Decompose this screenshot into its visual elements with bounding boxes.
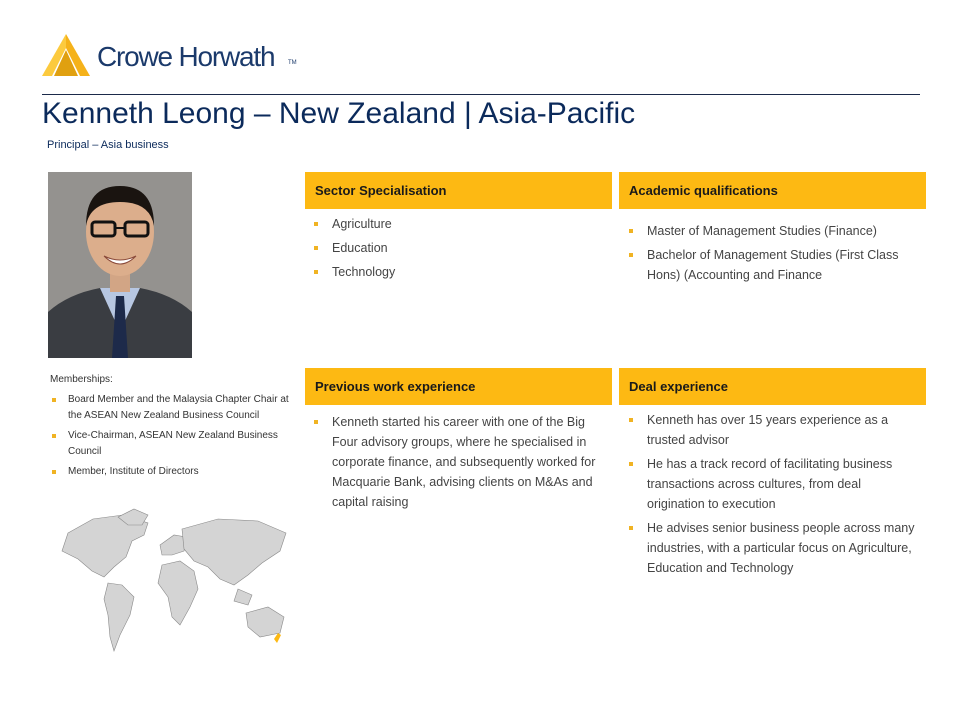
memberships-label: Memberships: bbox=[50, 374, 113, 385]
sector-list bbox=[314, 214, 606, 286]
previous-work-header: Previous work experience bbox=[305, 368, 612, 405]
deal-item: He advises senior business people across many industries, with a particular focus on Agriculture, Education and Technology bbox=[629, 518, 919, 578]
work-list bbox=[314, 412, 606, 516]
academic-item: Bachelor of Management Studies (First Class Hons) (Accounting and Finance bbox=[629, 245, 919, 285]
crowe-horwath-logo bbox=[42, 34, 302, 80]
deal-list bbox=[629, 410, 919, 582]
page-subtitle: Principal – Asia business bbox=[47, 139, 169, 151]
academic-list bbox=[629, 221, 919, 289]
membership-item: Board Member and the Malaysia Chapter Chair at the ASEAN New Zealand Business Council bbox=[52, 392, 302, 424]
sector-item: Education bbox=[314, 238, 606, 258]
deal-item: Kenneth has over 15 years experience as a trusted advisor bbox=[629, 410, 919, 450]
membership-item: Member, Institute of Directors bbox=[52, 464, 302, 480]
deal-experience-header: Deal experience bbox=[619, 368, 926, 405]
work-item: Kenneth started his career with one of the Big Four advisory groups, where he specialised in corporate finance, and subsequently worked for Macquarie Bank, advising clients on M&As and capital raising bbox=[314, 412, 606, 512]
sector-item: Technology bbox=[314, 262, 606, 282]
sector-specialisation-header: Sector Specialisation bbox=[305, 172, 612, 209]
world-map-icon bbox=[48, 505, 298, 655]
logo-mark-icon bbox=[42, 34, 90, 78]
membership-item: Vice-Chairman, ASEAN New Zealand Business Council bbox=[52, 428, 302, 460]
memberships-list bbox=[52, 392, 302, 484]
header-divider bbox=[42, 94, 920, 95]
sector-item: Agriculture bbox=[314, 214, 606, 234]
trademark-mark: TM bbox=[288, 60, 297, 66]
academic-item: Master of Management Studies (Finance) bbox=[629, 221, 919, 241]
deal-item: He has a track record of facilitating business transactions across cultures, from deal origination to execution bbox=[629, 454, 919, 514]
academic-qualifications-header: Academic qualifications bbox=[619, 172, 926, 209]
page-title: Kenneth Leong – New Zealand | Asia-Pacific bbox=[42, 97, 636, 130]
profile-photo bbox=[48, 172, 192, 358]
logo-wordmark: Crowe Horwath bbox=[97, 41, 275, 72]
